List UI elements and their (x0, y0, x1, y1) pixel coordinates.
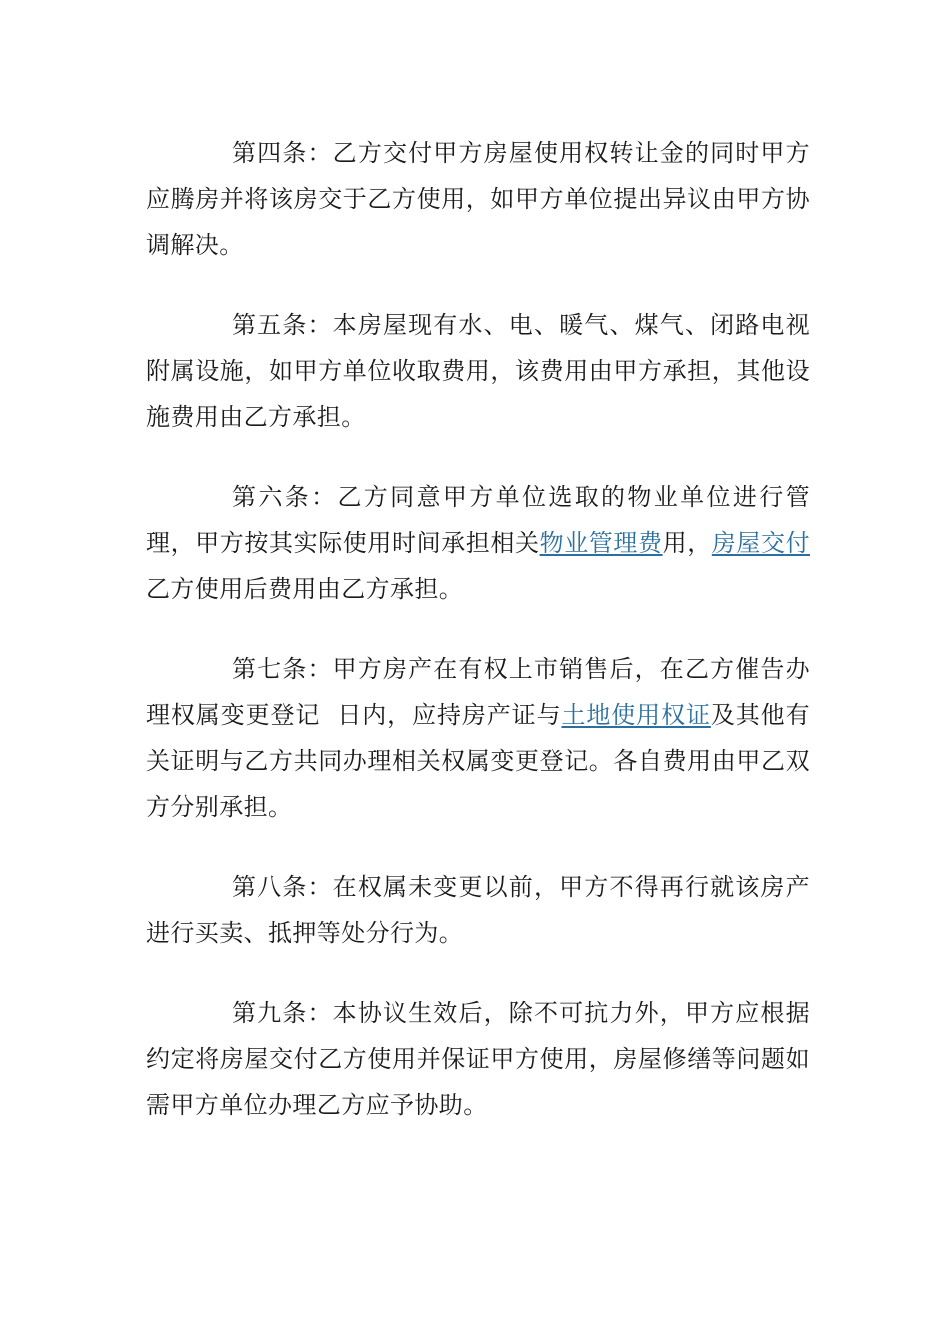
article-8 (146, 864, 810, 956)
document-page (146, 130, 810, 1128)
link-property-management-fee[interactable]: 物业管理费 (539, 529, 663, 557)
article-6-text: 乙方使用后费用由乙方承担。 (146, 575, 464, 603)
article-7-text: 第七条：甲方房产在有权上市销售后，在乙方催告办理权属变更登记 日内，应持房产证与 (146, 655, 810, 729)
article-4 (146, 130, 810, 268)
article-5 (146, 302, 810, 440)
article-6-text: 用， (662, 529, 712, 557)
article-8-text: 第八条：在权属未变更以前，甲方不得再行就该房产进行买卖、抵押等处分行为。 (146, 873, 810, 947)
link-house-delivery[interactable]: 房屋交付 (711, 529, 810, 557)
link-land-use-certificate[interactable]: 土地使用权证 (561, 701, 711, 729)
article-7-text: 及其他有关证明与乙方共同办理相关权属变更登记。各自费用由甲乙双方分别承担。 (146, 701, 810, 821)
article-5-text: 第五条：本房屋现有水、电、暖气、煤气、闭路电视附属设施，如甲方单位收取费用，该费用由甲方承担，其他设施费用由乙方承担。 (146, 311, 810, 431)
article-9-text: 第九条：本协议生效后，除不可抗力外，甲方应根据约定将房屋交付乙方使用并保证甲方使用，房屋修缮等问题如需甲方单位办理乙方应予协助。 (146, 999, 810, 1119)
article-4-text: 第四条：乙方交付甲方房屋使用权转让金的同时甲方应腾房并将该房交于乙方使用，如甲方单位提出异议由甲方协调解决。 (146, 139, 810, 259)
article-6-text: 第六条：乙方同意甲方单位选取的物业单位进行管理，甲方按其实际使用时间承担相关 (146, 483, 810, 557)
article-9 (146, 990, 810, 1128)
article-6 (146, 474, 810, 612)
article-7 (146, 646, 810, 830)
